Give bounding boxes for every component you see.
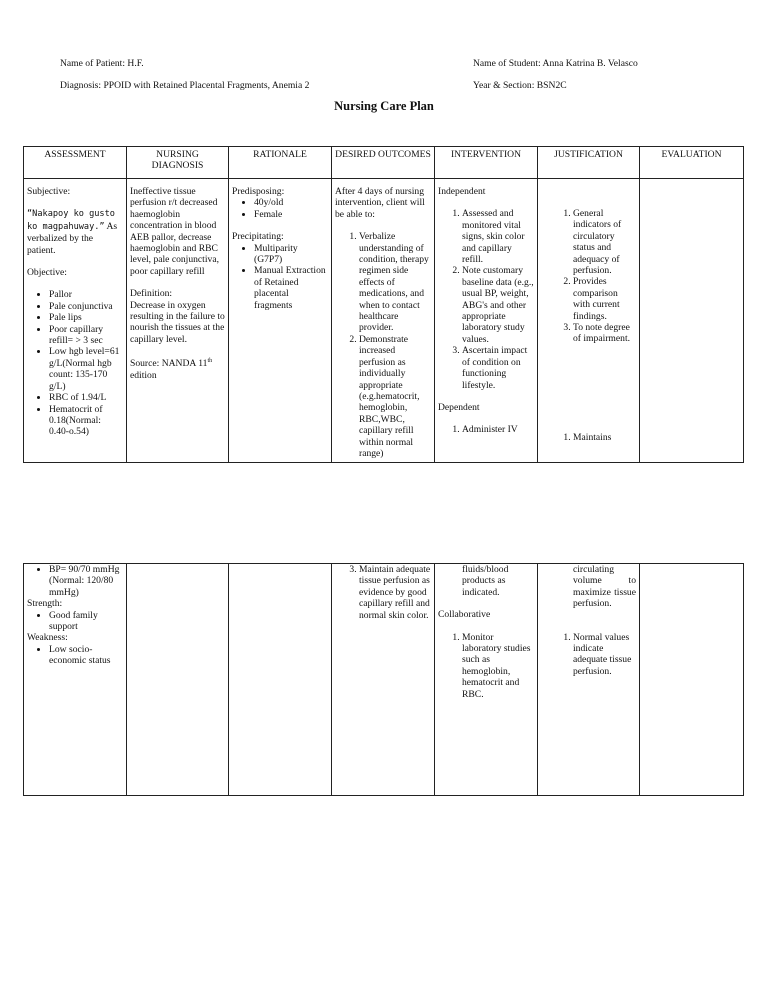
list-item: 3. Ascertain impact of condition on functioning lifestyle.	[462, 345, 534, 391]
precipitating-list	[232, 243, 328, 311]
predisposing-label: Predisposing:	[232, 186, 285, 197]
list-item: • Poor capillary refill= > 3 sec	[49, 324, 123, 347]
precipitating-label: Precipitating:	[232, 231, 284, 243]
list-item: 2. Note customary baseline data (e.g., usual BP, weight, ABG's and other appropriate laboratory study values.	[462, 265, 534, 345]
list-item: • BP= 90/70 mmHg (Normal: 120/80 mmHg)	[49, 564, 123, 598]
list-item: 3. To note degree of impairment.	[573, 322, 636, 345]
assessment-cell	[24, 179, 127, 463]
list-item: • Pallor	[49, 289, 123, 300]
dependent-label: Dependent	[438, 401, 480, 413]
care-plan-table	[23, 146, 744, 463]
subjective-quote	[27, 208, 123, 256]
intervention-cell-continued	[435, 564, 538, 796]
list-item: 1. Normal values indicate adequate tissue perfusion.	[573, 632, 636, 678]
list-item: • Low hgb level=61 g/L(Normal hgb count: 135-170 g/L)	[49, 346, 123, 392]
list-item: • RBC of 1.94/L	[49, 392, 123, 403]
predisposing-list	[232, 197, 328, 220]
collaborative-label: Collaborative	[438, 609, 491, 621]
rationale-cell	[229, 179, 332, 463]
care-plan-table-continued	[23, 563, 744, 796]
desired-outcomes-cell-continued	[332, 564, 435, 796]
outcomes-intro: After 4 days of nursing intervention, client will be able to:	[335, 186, 425, 220]
patient-name: Name of Patient: H.F.	[60, 58, 144, 69]
definition-text: Decrease in oxygen resulting in the failure to nourish the tissues at the capillary level.	[130, 299, 225, 345]
evaluation-cell	[640, 179, 744, 463]
list-item: 1. Assessed and monitored vital signs, skin color and capillary refill.	[462, 208, 534, 265]
outcomes-list	[335, 231, 431, 459]
page-title: Nursing Care Plan	[334, 99, 434, 113]
quote-text: “Nakapoy ko gusto ko magpahuway.”	[27, 209, 115, 232]
justification-cell	[538, 179, 640, 463]
student-name: Name of Student: Anna Katrina B. Velasco	[473, 58, 638, 69]
diagnosis-statement: Ineffective tissue perfusion r/t decreased haemoglobin concentration in blood AEB pallor, decrease haemoglobin and RBC level, pale conjunctiva, poor capillary refill	[130, 186, 219, 277]
list-item: 1. Verbalize understanding of condition, therapy regimen side effects of medications, and when to contact healthcare provider.	[359, 231, 431, 334]
list-item: • Pale lips	[49, 312, 123, 323]
weakness-list	[27, 644, 123, 667]
evaluation-cell-continued	[640, 564, 744, 796]
list-item: 1. Administer IV	[462, 424, 534, 435]
list-item: • 40y/old	[254, 197, 328, 208]
justification-cell-continued	[538, 564, 640, 796]
objective-label: Objective:	[27, 267, 67, 279]
list-item: • Good family support	[49, 610, 123, 633]
col-intervention: INTERVENTION	[435, 147, 538, 179]
col-evaluation: EVALUATION	[640, 147, 744, 179]
definition-label: Definition:	[130, 288, 173, 300]
nursing-diagnosis-cell	[127, 179, 229, 463]
weakness-label: Weakness:	[27, 632, 68, 644]
justification-list	[541, 208, 636, 345]
table-row	[24, 179, 744, 463]
col-justification: JUSTIFICATION	[538, 147, 640, 179]
assessment-cell-continued	[24, 564, 127, 796]
subjective-label: Subjective:	[27, 186, 71, 197]
desired-outcomes-cell	[332, 179, 435, 463]
justification-dependent-list	[541, 432, 636, 443]
col-assessment: ASSESSMENT	[24, 147, 127, 179]
list-item: 2. Provides comparison with current findings.	[573, 276, 636, 322]
source-sup: th	[207, 358, 213, 365]
rationale-cell-continued	[229, 564, 332, 796]
col-rationale: RATIONALE	[229, 147, 332, 179]
source-text	[130, 356, 225, 381]
list-item: • Manual Extraction of Retained placental fragments	[254, 265, 328, 311]
outcomes-list-continued	[335, 564, 431, 621]
col-desired-outcomes: DESIRED OUTCOMES	[332, 147, 435, 179]
list-item: 1. General indicators of circulatory status and adequacy of perfusion.	[573, 208, 636, 276]
strength-label: Strength:	[27, 598, 63, 610]
list-item: 3. Maintain adequate tissue perfusion as evidence by good capillary refill and normal skin color.	[359, 564, 431, 621]
col-nursing-diagnosis: NURSING DIAGNOSIS	[127, 147, 229, 179]
dependent-item-continued: fluids/blood products as indicated.	[462, 564, 509, 598]
list-item: • Hematocrit of 0.18(Normal: 0.40-o.54)	[49, 404, 123, 438]
list-item: 2. Demonstrate increased perfusion as individually appropriate (e.g.hematocrit, hemoglobin, RBC,WBC, capillary refill within normal range)	[359, 334, 431, 459]
list-item: • Multiparity (G7P7)	[254, 243, 328, 266]
list-item: 1. Monitor laboratory studies such as hemoglobin, hematocrit and RBC.	[462, 632, 534, 700]
strength-list	[27, 610, 123, 633]
justification-collaborative-list	[541, 632, 636, 678]
independent-label: Independent	[438, 186, 486, 197]
justification-dependent-continued: circulating volume to maximize tissue perfusion.	[573, 564, 636, 610]
intervention-cell	[435, 179, 538, 463]
list-item: • Pale conjunctiva	[49, 301, 123, 312]
list-item: • Female	[254, 209, 328, 220]
nursing-diagnosis-cell-continued	[127, 564, 229, 796]
year-section: Year & Section: BSN2C	[473, 80, 567, 91]
diagnosis-line: Diagnosis: PPOID with Retained Placental Fragments, Anemia 2	[60, 80, 310, 91]
dependent-list	[438, 424, 534, 435]
source-suffix: edition	[130, 369, 157, 381]
list-item: • Low socio-economic status	[49, 644, 123, 667]
collaborative-list	[438, 632, 534, 700]
independent-list	[438, 208, 534, 391]
table-row	[24, 564, 744, 796]
source-main: Source: NANDA 11	[130, 358, 208, 370]
quote-suffix: As verbalized by the patient.	[27, 220, 118, 256]
objective-list	[27, 289, 123, 437]
list-item: 1. Maintains	[573, 432, 636, 443]
header-row	[24, 147, 744, 179]
objective-list-continued	[27, 564, 123, 598]
